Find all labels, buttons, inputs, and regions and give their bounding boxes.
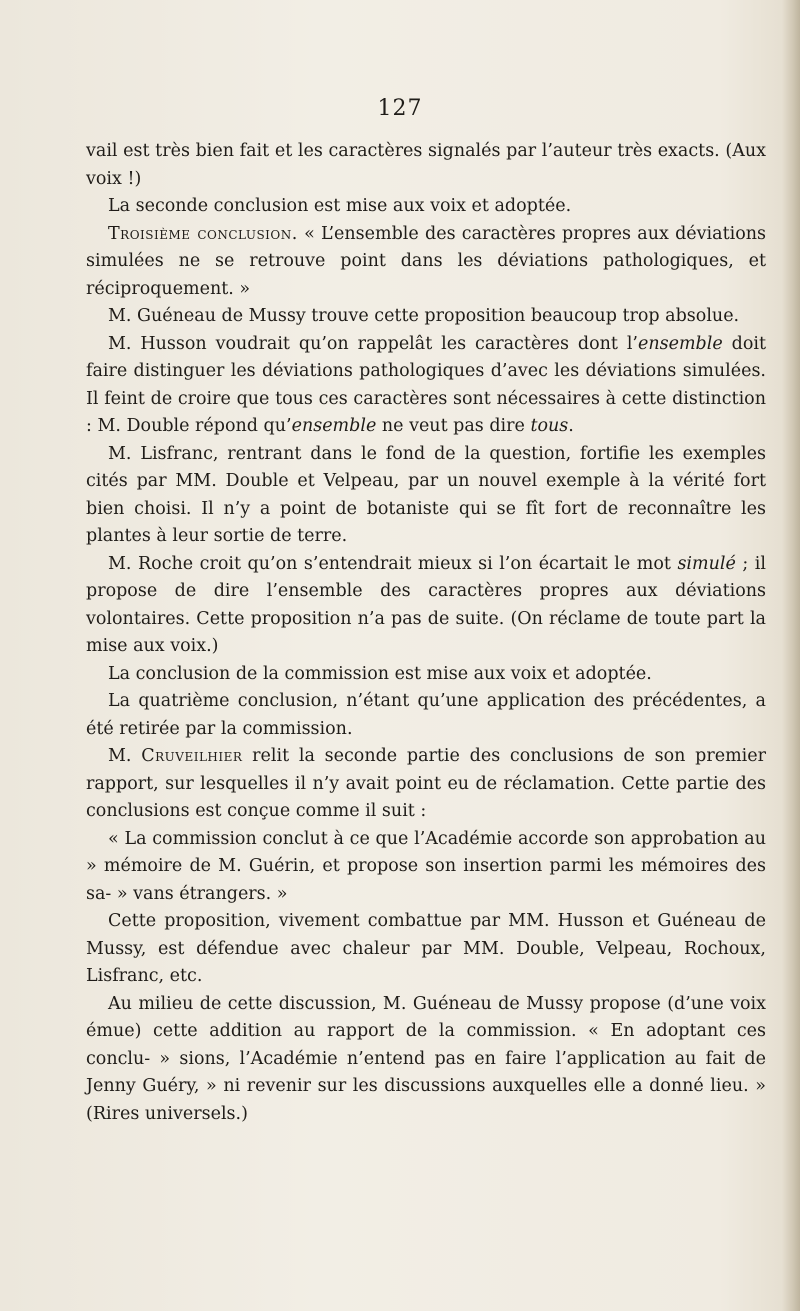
paragraph-7-text-a: M. Roche croit qu’on s’entendrait mieux si l’on écartait le mot [108, 553, 678, 574]
paragraph-8: La conclusion de la commission est mise aux voix et adoptée. [108, 663, 652, 684]
paragraph-4: M. Guéneau de Mussy trouve cette proposition beaucoup trop absolue. [108, 306, 740, 326]
body-text [86, 138, 766, 1128]
paragraph-5-text-a: M. Husson voudrait qu’on rappelât les caractères dont l’ [108, 333, 638, 354]
paragraph-12: Cette proposition, vivement combattue par MM. Husson et Guéneau de Mussy, est défendue avec chaleur par MM. Double, Velpeau, Rochoux, Lisfranc, etc. [86, 911, 766, 986]
paragraph-6: M. Lisfranc, rentrant dans le fond de la question, fortifie les exemples cités par MM. Double et Velpeau, par un nouvel exemple à la vérité fort bien choisi. Il n’y a point de botaniste qui se fît fort de reconnaître les plantes à leur sortie de terre. [86, 443, 766, 546]
paragraph-10 [86, 743, 766, 826]
paragraph-3 [86, 221, 766, 304]
emphasis-ensemble-2: ensemble [291, 416, 377, 436]
paragraph-5-text-b: doit faire distinguer les déviations pathologiques d’avec les déviations simulées. Il feint de croire que tous ces caractères sont nécessaires à cette distinction : M. Double répond qu’ [86, 333, 766, 436]
paragraph-5 [86, 331, 766, 441]
section-heading: Troisième conclusion. [108, 223, 298, 244]
page-number: 127 [377, 96, 423, 121]
emphasis-tous: tous [530, 416, 569, 436]
paragraph-2: La seconde conclusion est mise aux voix et adoptée. [108, 196, 572, 216]
paragraph-10-text-a: M. [108, 746, 142, 766]
paragraph-7-text-b: ; il propose de dire l’ensemble des caractères propres aux déviations volontaires. Cette proposition n’a pas de suite. (On réclame de toute part la mise aux voix.) [86, 553, 766, 656]
emphasis-ensemble: ensemble [637, 333, 723, 354]
speaker-name: Cruveilhier [141, 746, 243, 766]
paragraph-7 [86, 551, 766, 661]
emphasis-simule: simulé [677, 553, 736, 574]
paragraph-5-text-d: . [568, 416, 574, 436]
paragraph-9: La quatrième conclusion, n’étant qu’une application des précédentes, a été retirée par la commission. [86, 691, 766, 739]
paragraph-3-text: « L’ensemble des caractères propres aux déviations simulées ne se retrouve point dans les déviations pathologiques, et réciproquement. » [86, 223, 766, 299]
paragraph-5-text-c: ne veut pas dire [376, 416, 531, 436]
paragraph-10-text-b: relit la seconde partie des conclusions de son premier rapport, sur lesquelles il n’y avait point eu de réclamation. Cette partie des conclusions est conçue comme il suit : [86, 746, 766, 821]
quoted-conclusion: « La commission conclut à ce que l’Académie accorde son approbation au » mémoire de M. Guérin, et propose son insertion parmi les mémoires des sa- » vans étrangers. » [86, 828, 766, 904]
paragraph-13: Au milieu de cette discussion, M. Guéneau de Mussy propose (d’une voix émue) cette addition au rapport de la commission. « En adoptant ces conclu- » sions, l’Académie n’entend pas en faire l’application au fait de Jenny Guéry, » ni revenir sur les discussions auxquelles elle a donné lieu. » (Rires universels.) [86, 993, 766, 1124]
paragraph-1: vail est très bien fait et les caractères signalés par l’auteur très exacts. (Aux voix !) [86, 141, 766, 189]
page-edge-shadow [782, 0, 800, 1311]
